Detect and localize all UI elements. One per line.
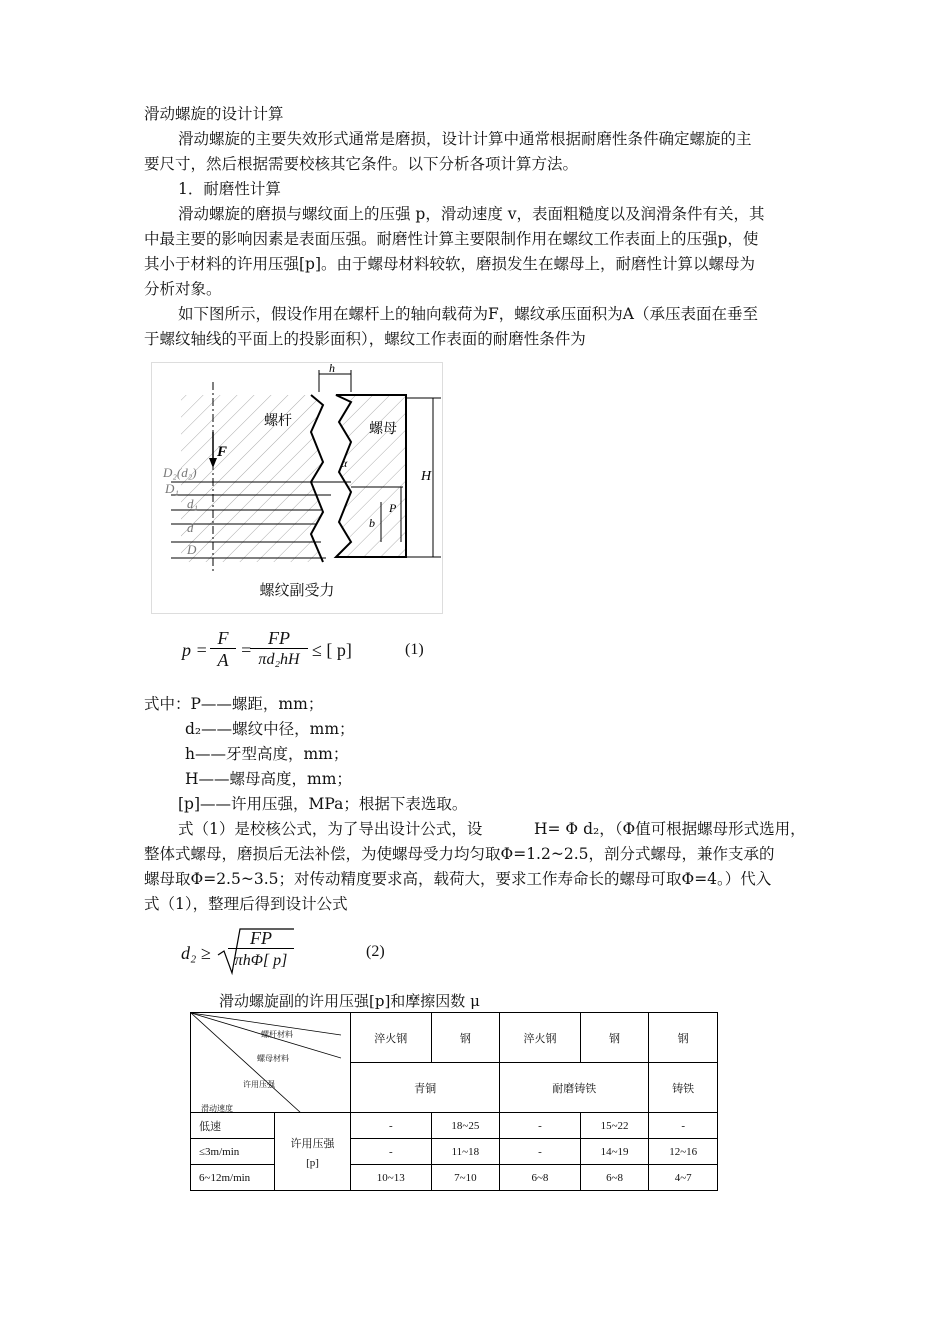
- where-5: [p]——许用压强，MPa；根据下表选取。: [178, 795, 468, 813]
- para3-line2: 于螺纹轴线的平面上的投影面积），螺纹工作表面的耐磨性条件为: [144, 330, 586, 348]
- value-cell: 6~8: [580, 1165, 649, 1191]
- value-cell: -: [351, 1113, 432, 1139]
- value-cell: 15~22: [580, 1113, 649, 1139]
- label-d1: d₁: [187, 496, 199, 511]
- pressure-table: [190, 1012, 718, 1191]
- nut-material: 青铜: [351, 1063, 500, 1113]
- f1-number: (1): [405, 641, 424, 658]
- para2-line1: 滑动螺旋的磨损与螺纹面上的压强 p，滑动速度 v，表面粗糙度以及润滑条件有关，其: [178, 205, 765, 223]
- diag-label-screw: 螺杆材料: [261, 1030, 293, 1039]
- where-4: H——螺母高度，mm；: [185, 770, 352, 788]
- nut-material: 铸铁: [649, 1063, 718, 1113]
- f1-eq: =: [240, 640, 253, 660]
- f2-number: (2): [366, 943, 385, 960]
- value-cell: 11~18: [431, 1139, 500, 1165]
- f1-rhs: ≤ [ p]: [312, 640, 352, 660]
- value-cell: -: [500, 1113, 581, 1139]
- thread-diagram: [151, 362, 443, 614]
- label-d: d: [187, 520, 194, 535]
- label-F: F: [217, 444, 228, 460]
- param-label: 许用压强: [290, 1137, 335, 1150]
- nut-body: [336, 395, 406, 557]
- nut-material: 耐磨铸铁: [500, 1063, 649, 1113]
- screw-material: 钢: [431, 1013, 500, 1063]
- f1-frac1: [210, 628, 236, 671]
- screw-material: 钢: [580, 1013, 649, 1063]
- value-cell: 14~19: [580, 1139, 649, 1165]
- param-symbol: [p]: [306, 1156, 319, 1169]
- value-cell: 6~8: [500, 1165, 581, 1191]
- para2-line3: 其小于材料的许用压强[p]。由于螺母材料较软，磨损发生在螺母上，耐磨性计算以螺母为: [144, 255, 756, 273]
- diag-label-speed: 滑动速度: [201, 1104, 233, 1113]
- para1-line1: 滑动螺旋的主要失效形式通常是磨损，设计计算中通常根据耐磨性条件确定螺旋的主: [178, 130, 752, 148]
- diag-header: [191, 1013, 351, 1113]
- section-title: 1．耐磨性计算: [178, 180, 281, 198]
- f2-lhs: d₂ ≥: [181, 943, 211, 963]
- label-h: h: [329, 362, 335, 375]
- speed-cell: ≤3m/min: [191, 1139, 275, 1165]
- f2-frac: [228, 928, 294, 973]
- screw-material: 淬火钢: [351, 1013, 432, 1063]
- thread-force-figure: [151, 362, 443, 614]
- screw-material: 钢: [649, 1013, 718, 1063]
- value-cell: 7~10: [431, 1165, 500, 1191]
- para2-line2: 中最主要的影响因素是表面压强。耐磨性计算主要限制作用在螺纹工作表面上的压强p，使: [144, 230, 759, 248]
- value-cell: -: [351, 1139, 432, 1165]
- table-row: [191, 1113, 718, 1139]
- f1-lhs: p =: [182, 640, 208, 660]
- label-b: b: [369, 516, 375, 530]
- label-alpha: α: [341, 456, 348, 470]
- para4-line4: 式（1），整理后得到设计公式: [144, 895, 348, 913]
- value-cell: 18~25: [431, 1113, 500, 1139]
- label-P: P: [389, 501, 397, 515]
- para3-line1: 如下图所示，假设作用在螺杆上的轴向载荷为F，螺纹承压面积为A（承压表面在垂至: [178, 305, 758, 323]
- f2-num: FP: [228, 928, 294, 949]
- speed-cell: 低速: [191, 1113, 275, 1139]
- f1-frac1-den: A: [217, 650, 229, 670]
- f1-frac2-den: πd₂hH: [258, 651, 300, 668]
- para4-line2: 整体式螺母，磨损后无法补偿，为使螺母受力均匀取Φ=1.2~2.5，剖分式螺母，兼作支承的: [144, 845, 775, 863]
- label-D1: D₁: [165, 481, 179, 496]
- para2-line4: 分析对象。: [144, 280, 222, 298]
- table-row: [191, 1165, 718, 1191]
- label-D2d2: D₂(d₂): [163, 465, 197, 480]
- label-screw: 螺杆: [264, 414, 292, 429]
- f1-frac2: [250, 628, 308, 671]
- value-cell: 4~7: [649, 1165, 718, 1191]
- para4-line1b: H= Φ d₂，（Φ值可根据螺母形式选用，: [534, 820, 806, 838]
- heading: 滑动螺旋的设计计算: [144, 105, 284, 123]
- label-nut: 螺母: [369, 422, 397, 437]
- where-1: 式中：P——螺距，mm；: [144, 695, 324, 713]
- value-cell: 10~13: [351, 1165, 432, 1191]
- para4-line3: 螺母取Φ=2.5~3.5；对传动精度要求高，载荷大，要求工作寿命长的螺母可取Φ=4。）代入: [144, 870, 772, 888]
- where-3: h——牙型高度，mm；: [185, 745, 349, 763]
- label-H: H: [421, 469, 432, 484]
- value-cell: -: [500, 1139, 581, 1165]
- f2-den: πhΦ[ p]: [234, 952, 288, 969]
- diag-label-pressure: 许用压强: [243, 1080, 275, 1089]
- f1-frac1-num: F: [210, 628, 236, 649]
- screw-body: [181, 395, 323, 562]
- screw-material: 淬火钢: [500, 1013, 581, 1063]
- diag-label-nut: 螺母材料: [257, 1054, 289, 1063]
- value-cell: -: [649, 1113, 718, 1139]
- table-row: [191, 1139, 718, 1165]
- para4-line1a: 式（1）是校核公式，为了导出设计公式，设: [178, 820, 483, 838]
- param-cell: [275, 1113, 351, 1191]
- speed-cell: 6~12m/min: [191, 1165, 275, 1191]
- value-cell: 12~16: [649, 1139, 718, 1165]
- where-2: d₂——螺纹中径，mm；: [185, 720, 355, 738]
- label-D: D: [187, 542, 197, 557]
- para1-line2: 要尺寸，然后根据需要校核其它条件。以下分析各项计算方法。: [144, 155, 579, 173]
- f1-frac2-num: FP: [250, 628, 308, 649]
- figure-caption: 螺纹副受力: [259, 581, 335, 599]
- table-caption: 滑动螺旋副的许用压强[p]和摩擦因数 μ: [219, 992, 480, 1010]
